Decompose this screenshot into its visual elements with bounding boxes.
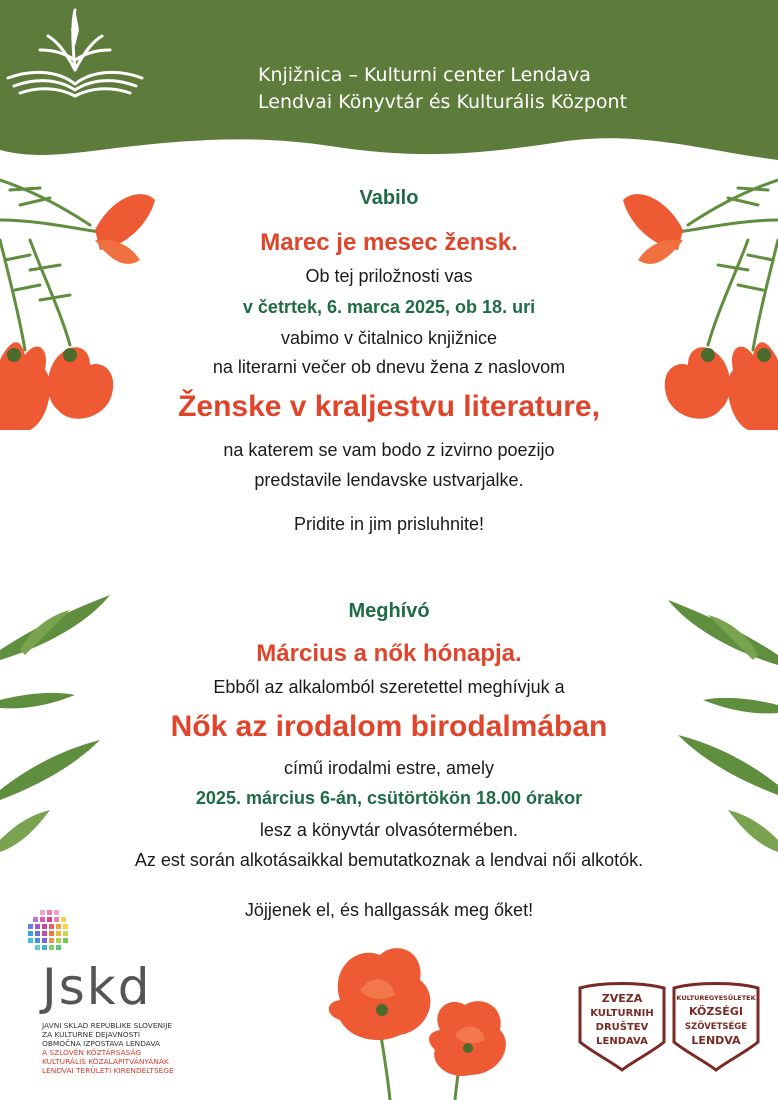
slovene-line-2: vabimo v čitalnico knjižnice: [280, 328, 498, 348]
jskd-line-2: ZA KULTURNE DEJAVNOSTI: [42, 1030, 141, 1039]
header-banner: [0, 0, 778, 175]
jskd-line-5: KULTURÁLIS KÖZALAPÍTVÁNYÁNAK: [42, 1057, 169, 1066]
slovene-heading: Vabilo: [359, 187, 419, 209]
hungarian-line-3: lesz a könyvtár olvasótermében.: [259, 820, 519, 840]
slovene-closing: Pridite in jim prisluhnite!: [293, 514, 485, 534]
svg-text:KULTUREGYESÜLETEK: KULTUREGYESÜLETEK: [676, 994, 756, 1002]
slovene-subtitle: Marec je mesec žensk.: [260, 229, 518, 256]
jskd-logo-text: Jskd: [42, 958, 152, 1016]
hungarian-heading: Meghívó: [348, 600, 430, 622]
slovene-line-3: na literarni večer ob dnevu žena z naslovom: [212, 357, 566, 377]
hungarian-line-1: Ebből az alkalomból szeretettel meghívjuk a: [213, 677, 565, 697]
jskd-pixel-logo-icon: [28, 910, 76, 958]
jskd-line-3: OBMOČNA IZPOSTAVA LENDAVA: [42, 1039, 160, 1048]
slovene-line-5: predstavile lendavske ustvarjalke.: [254, 470, 524, 490]
svg-text:KÖZSÉGI: KÖZSÉGI: [689, 1005, 743, 1018]
slovene-event-title: Ženske v kraljestvu literature,: [178, 390, 600, 423]
left-stamp: [580, 984, 664, 1071]
organization-name: [258, 62, 627, 116]
hungarian-event-title: Nők az irodalom birodalmában: [170, 710, 608, 743]
svg-text:LENDVA: LENDVA: [691, 1034, 741, 1047]
org-name-hungarian: Lendvai Könyvtár és Kulturális Központ: [258, 91, 628, 113]
jskd-description: [42, 1021, 174, 1075]
svg-text:LENDAVA: LENDAVA: [596, 1036, 648, 1047]
slovene-line-1: Ob tej priložnosti vas: [305, 266, 473, 286]
hungarian-date: 2025. március 6-án, csütörtökön 18.00 órakor: [195, 788, 583, 808]
book-wheat-logo-icon: [0, 0, 150, 100]
hungarian-closing: Jöjjenek el, és hallgassák meg őket!: [244, 900, 534, 920]
svg-text:KULTURNIH: KULTURNIH: [590, 1008, 654, 1019]
right-stamp: [674, 984, 758, 1071]
hungarian-line-4: Az est során alkotásaikkal bemutatkoznak a lendvai női alkotók.: [134, 850, 644, 870]
svg-text:SZÖVETSÉGE: SZÖVETSÉGE: [684, 1022, 748, 1032]
jskd-line-4: A SZLOVÉN KÖZTÁRSASÁG: [42, 1048, 142, 1057]
jskd-line-6: LENDVAI TERÜLETI KIRENDELTSÉGE: [42, 1066, 174, 1075]
svg-text:ZVEZA: ZVEZA: [601, 992, 643, 1005]
org-name-slovene: Knjižnica – Kulturni center Lendava: [258, 64, 591, 86]
hungarian-line-2: című irodalmi estre, amely: [283, 758, 495, 778]
jskd-line-1: JAVNI SKLAD REPUBLIKE SLOVENIJE: [42, 1021, 173, 1030]
hungarian-subtitle: Március a nők hónapja.: [256, 640, 522, 667]
society-stamps: [572, 982, 772, 1072]
slovene-line-4: na katerem se vam bodo z izvirno poezijo: [223, 440, 555, 460]
poppy-flower-icon: [300, 940, 530, 1100]
svg-text:DRUŠTEV: DRUŠTEV: [595, 1022, 649, 1033]
slovene-date: v četrtek, 6. marca 2025, ob 18. uri: [242, 297, 536, 317]
